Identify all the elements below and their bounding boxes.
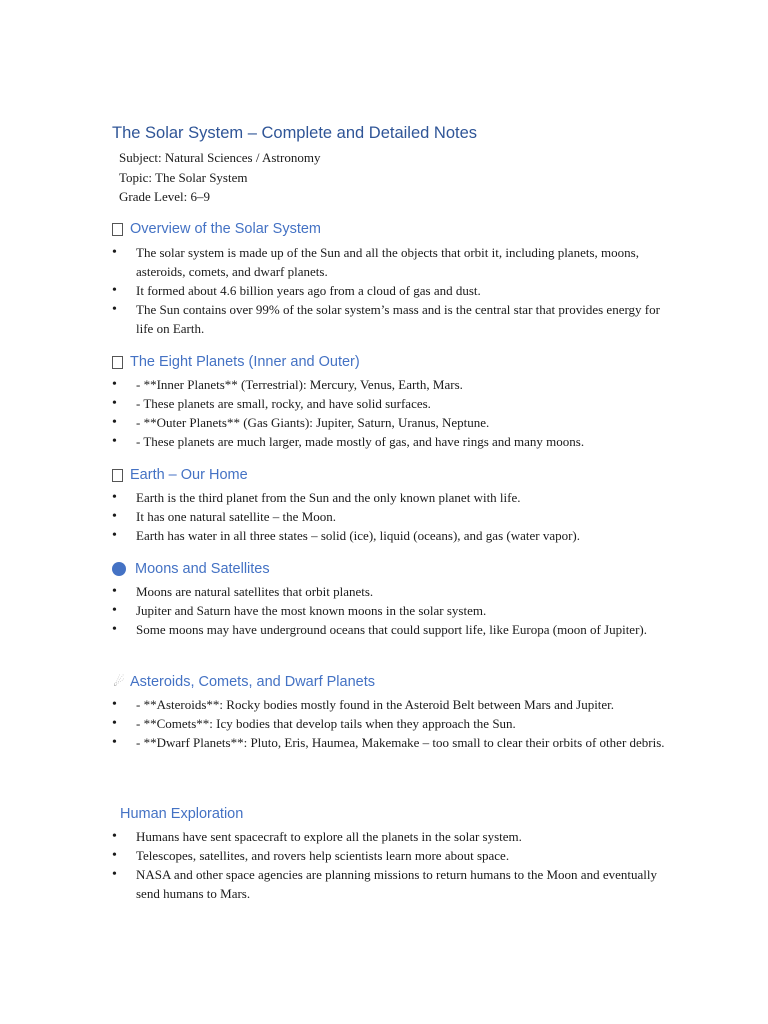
bullet-list-earth <box>112 488 672 545</box>
section-heading-planets <box>112 354 360 370</box>
section-heading-moons <box>112 561 270 577</box>
section-heading-text: Asteroids, Comets, and Dwarf Planets <box>130 674 375 690</box>
list-item: • Humans have sent spacecraft to explore all the planets in the solar system. <box>112 827 672 846</box>
list-item: • - **Outer Planets** (Gas Giants): Jupiter, Saturn, Uranus, Neptune. <box>112 413 672 432</box>
list-item: • - **Inner Planets** (Terrestrial): Mercury, Venus, Earth, Mars. <box>112 375 672 394</box>
bullet-list-moons <box>112 582 672 639</box>
bullet-list-exploration <box>112 827 672 903</box>
section-heading-overview <box>112 221 321 237</box>
comet-icon: ☄ <box>113 674 125 689</box>
list-item: • Telescopes, satellites, and rovers help scientists learn more about space. <box>112 846 672 865</box>
box-glyph-icon <box>112 469 123 482</box>
section-heading-exploration <box>112 806 243 822</box>
box-glyph-icon <box>112 356 123 369</box>
topic-line: Topic: The Solar System <box>119 170 248 185</box>
list-item: • - **Comets**: Icy bodies that develop tails when they approach the Sun. <box>112 714 672 733</box>
moon-circle-icon <box>112 562 126 576</box>
bullet-list-overview <box>112 243 672 338</box>
list-item: • Earth has water in all three states – solid (ice), liquid (oceans), and gas (water vapor). <box>112 526 672 545</box>
section-heading-text: The Eight Planets (Inner and Outer) <box>130 354 360 370</box>
bullet-list-planets <box>112 375 672 451</box>
list-item: • Some moons may have underground oceans that could support life, like Europa (moon of Jupiter). <box>112 620 672 639</box>
list-item: • Jupiter and Saturn have the most known moons in the solar system. <box>112 601 672 620</box>
bullet-list-asteroids <box>112 695 672 752</box>
list-item: • Earth is the third planet from the Sun and the only known planet with life. <box>112 488 672 507</box>
section-heading-earth <box>112 467 248 483</box>
list-item: • It has one natural satellite – the Moon. <box>112 507 672 526</box>
box-glyph-icon <box>112 223 123 236</box>
list-item: • Moons are natural satellites that orbit planets. <box>112 582 672 601</box>
list-item: • - These planets are small, rocky, and have solid surfaces. <box>112 394 672 413</box>
section-heading-text: Moons and Satellites <box>135 561 270 577</box>
list-item: • NASA and other space agencies are planning missions to return humans to the Moon and eventually send humans to Mars. <box>112 865 672 903</box>
page-title: The Solar System – Complete and Detailed Notes <box>112 124 478 142</box>
list-item: • - **Asteroids**: Rocky bodies mostly found in the Asteroid Belt between Mars and Jupiter. <box>112 695 672 714</box>
grade-line: Grade Level: 6–9 <box>119 189 210 204</box>
list-item: • - **Dwarf Planets**: Pluto, Eris, Haumea, Makemake – too small to clear their orbits of other debris. <box>112 733 672 752</box>
list-item: • The solar system is made up of the Sun and all the objects that orbit it, including planets, moons, asteroids, comets, and dwarf planets. <box>112 243 672 281</box>
list-item: • - These planets are much larger, made mostly of gas, and have rings and many moons. <box>112 432 672 451</box>
section-heading-asteroids <box>112 674 375 690</box>
section-heading-text: Overview of the Solar System <box>130 221 321 237</box>
list-item: • The Sun contains over 99% of the solar system’s mass and is the central star that provides energy for life on Earth. <box>112 300 672 338</box>
section-heading-text: Human Exploration <box>120 806 244 822</box>
list-item: • It formed about 4.6 billion years ago from a cloud of gas and dust. <box>112 281 672 300</box>
subject-line: Subject: Natural Sciences / Astronomy <box>119 150 321 165</box>
section-heading-text: Earth – Our Home <box>130 467 248 483</box>
